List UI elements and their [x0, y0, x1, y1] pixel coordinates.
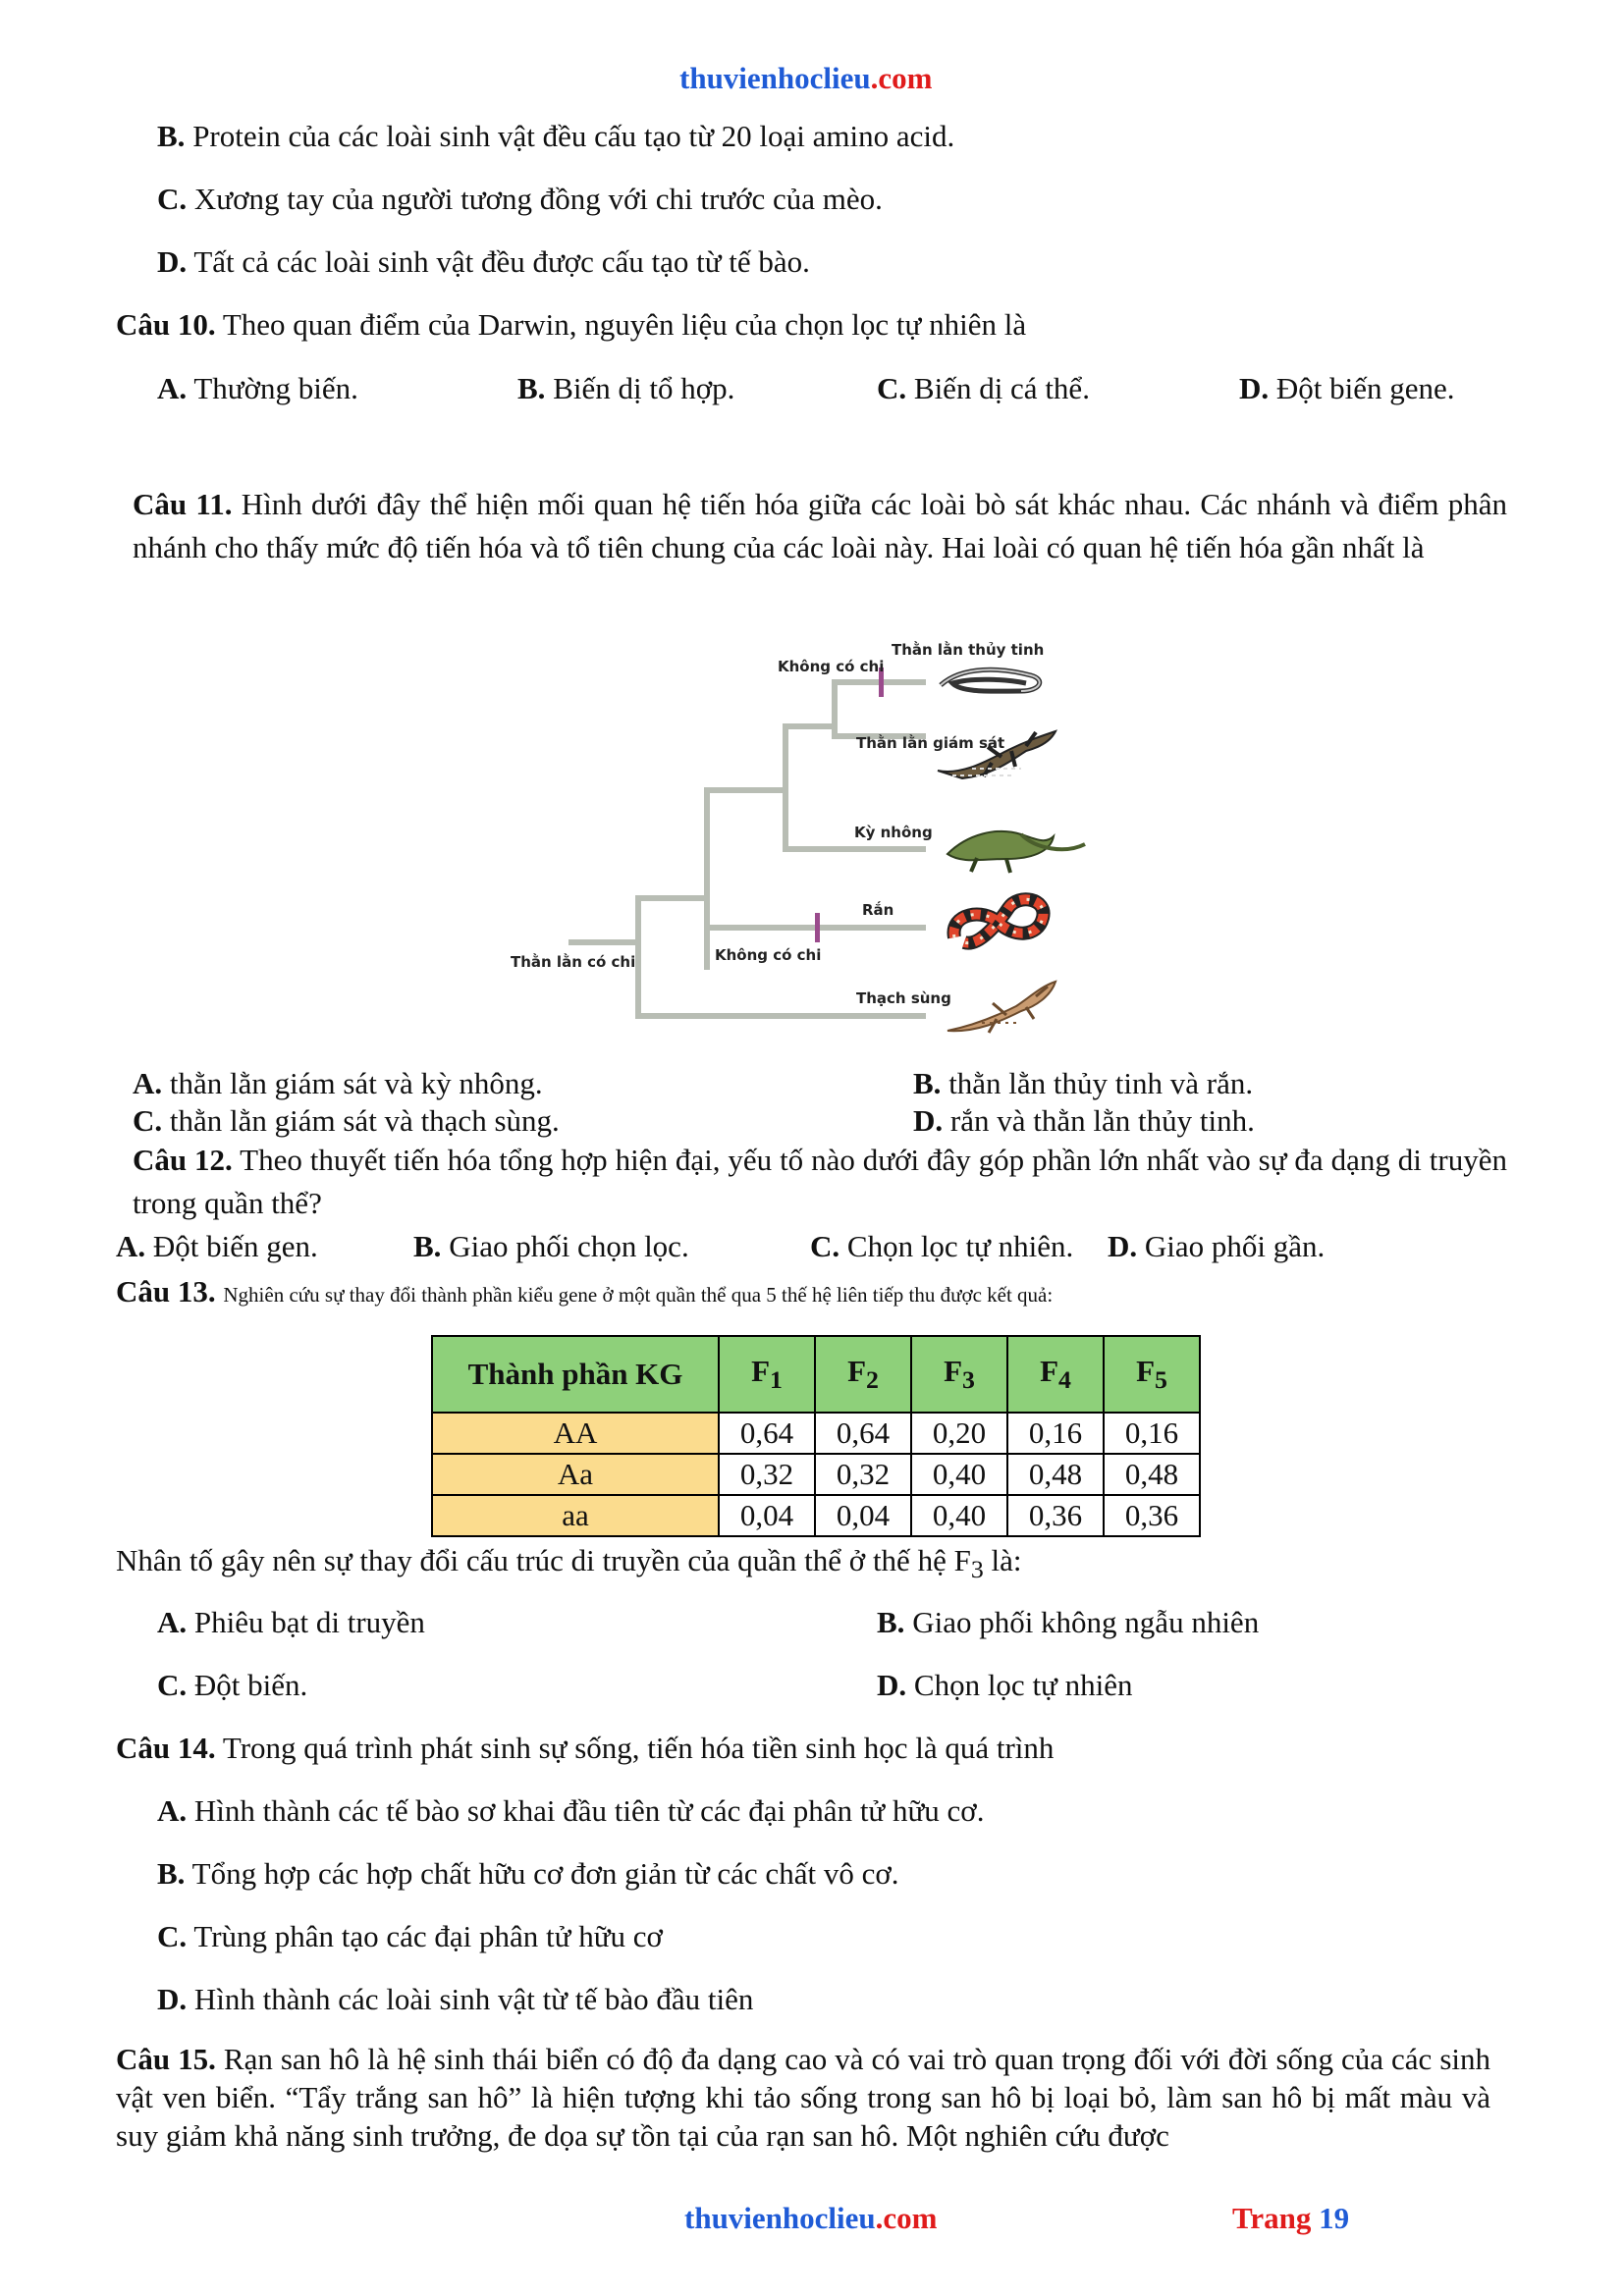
tree-species-gecko: Thạch sùng [856, 989, 951, 1007]
q14-option-a: A. Hình thành các tế bào sơ khai đầu tiên từ các đại phân tử hữu cơ. [157, 1793, 985, 1828]
footer-site-tld: .com [875, 2201, 938, 2235]
q12-option-c: C. Chọn lọc tự nhiên. [810, 1229, 1074, 1263]
q9-option-d: D. Tất cả các loài sinh vật đều được cấu tạo từ tế bào. [157, 244, 810, 279]
q13-option-b: B. Giao phối không ngẫu nhiên [877, 1605, 1260, 1639]
q12-label: Câu 12. [133, 1143, 233, 1177]
page-footer-site[interactable] [684, 2201, 938, 2236]
table-header-genotype: Thành phần KG [432, 1336, 719, 1413]
q14-option-b: B. Tổng hợp các hợp chất hữu cơ đơn giản từ các chất vô cơ. [157, 1856, 899, 1891]
q15-label: Câu 15. [116, 2042, 216, 2076]
q14-option-c: C. Trùng phân tạo các đại phân tử hữu cơ [157, 1919, 663, 1953]
tree-root-label: Thằn lằn có chi [511, 953, 636, 971]
table-cell: AA [432, 1413, 719, 1454]
table-cell: 0,32 [719, 1454, 815, 1495]
q14-label: Câu 14. [116, 1731, 216, 1765]
q12-option-b: B. Giao phối chọn lọc. [413, 1229, 689, 1263]
table-row [432, 1454, 1200, 1495]
table-header-f2: $F_2$ [815, 1336, 911, 1413]
table-header-row [432, 1336, 1200, 1413]
q12-option-d: D. Giao phối gần. [1108, 1229, 1326, 1263]
q13-stem: Câu 13. Nghiên cứu sự thay đổi thành phần kiểu gene ở một quần thể qua 5 thế hệ liên tiếp thu được kết quả: [116, 1274, 1054, 1308]
q11-option-a: A. thằn lằn giám sát và kỳ nhông. [133, 1066, 543, 1100]
snake-icon [954, 899, 1044, 942]
page-number [1232, 2201, 1349, 2236]
gecko-icon [947, 982, 1056, 1033]
q15-stem: Câu 15. Rạn san hô là hệ sinh thái biển có độ đa dạng cao và có vai trò quan trọng đối với đời sống của các sinh vật ven biển. “Tẩy trắng san hô” là hiện tượng khi tảo sống trong san hô bị loại bỏ, làm san hô bị mất màu và suy giảm khả năng sinh trưởng, đe dọa sự tồn tại của rạn san hô. Một nghiên cứu được [116, 2042, 1490, 2153]
q12-stem: Câu 12. Theo thuyết tiến hóa tổng hợp hiện đại, yếu tố nào dưới đây góp phần lớn nhất vào sự đa dạng di truyền trong quần thể? [133, 1143, 1507, 1220]
table-row [432, 1495, 1200, 1536]
table-row [432, 1413, 1200, 1454]
tree-upper-clade [638, 790, 707, 898]
tree-species-monitor-lizard: Thằn lằn giám sát [856, 734, 1005, 752]
q13-option-d: D. Chọn lọc tự nhiên [877, 1668, 1133, 1702]
q13-option-a: A. Phiêu bạt di truyền [157, 1605, 425, 1639]
q10-stem: Câu 10. Theo quan điểm của Darwin, nguyên liệu của chọn lọc tự nhiên là [116, 307, 1027, 342]
q10-option-c: C. Biến dị cá thể. [877, 371, 1090, 405]
tree-species-glass-lizard: Thằn lằn thủy tinh [892, 641, 1045, 659]
table-cell: 0,04 [719, 1495, 815, 1536]
table-header-f1: $F_1$ [719, 1336, 815, 1413]
tree-species-snake: Rắn [862, 901, 894, 919]
page-number-word: Trang [1232, 2201, 1320, 2235]
tree-no-limbs-lower-label: Không có chi [715, 946, 822, 964]
tree-glass-clade [785, 682, 835, 726]
table-cell: 0,16 [1007, 1413, 1104, 1454]
tree-no-limbs-upper-label: Không có chi [778, 658, 885, 675]
tree-species-iguana: Kỳ nhông [854, 824, 933, 841]
q9-option-b: B. Protein của các loài sinh vật đều cấu tạo từ 20 loại amino acid. [157, 119, 955, 153]
table-header-f5: $F_5$ [1104, 1336, 1200, 1413]
q13-label: Câu 13. [116, 1274, 216, 1308]
phylogenetic-tree-figure [491, 628, 1100, 1050]
q13-option-c: C. Đột biến. [157, 1668, 308, 1702]
table-cell: 0,20 [911, 1413, 1007, 1454]
table-cell: 0,64 [719, 1413, 815, 1454]
q14-option-d: D. Hình thành các loài sinh vật từ tế bào đầu tiên [157, 1982, 754, 2016]
table-cell: 0,36 [1007, 1495, 1104, 1536]
table-cell: 0,64 [815, 1413, 911, 1454]
q11-stem: Câu 11. Hình dưới đây thể hiện mối quan hệ tiến hóa giữa các loài bò sát khác nhau. Các nhánh và điểm phân nhánh cho thấy mức độ tiến hóa và tổ tiên chung của các loài này. Hai loài có quan hệ tiến hóa gần nhất là [133, 487, 1508, 564]
q13-question: Nhân tố gây nên sự thay đổi cấu trúc di truyền của quần thể ở thế hệ $F_3$ là: [116, 1543, 1022, 1584]
limbless-marker-lower [815, 913, 820, 942]
q11-option-c: C. thằn lằn giám sát và thạch sùng. [133, 1103, 560, 1138]
q11-option-d: D. rắn và thằn lằn thủy tinh. [913, 1103, 1255, 1138]
page-header[interactable] [679, 61, 933, 96]
page-number-value: 19 [1319, 2201, 1350, 2235]
q10-option-a: A. Thường biến. [157, 371, 358, 405]
q9-option-c: C. Xương tay của người tương đồng với chi trước của mèo. [157, 182, 883, 216]
table-cell: 0,40 [911, 1495, 1007, 1536]
q11-label: Câu 11. [133, 487, 233, 521]
q10-option-b: B. Biến dị tổ hợp. [517, 371, 735, 405]
q14-stem: Câu 14. Trong quá trình phát sinh sự sống, tiến hóa tiền sinh học là quá trình [116, 1731, 1055, 1765]
table-cell: 0,48 [1104, 1454, 1200, 1495]
table-cell: aa [432, 1495, 719, 1536]
q12-option-a: A. Đột biến gen. [116, 1229, 318, 1263]
table-cell: 0,16 [1104, 1413, 1200, 1454]
iguana-icon [947, 831, 1085, 873]
header-site-name: thuvienhoclieu [679, 61, 871, 95]
table-cell: 0,32 [815, 1454, 911, 1495]
table-cell: 0,36 [1104, 1495, 1200, 1536]
footer-site-name: thuvienhoclieu [684, 2201, 876, 2235]
table-header-f3: $F_3$ [911, 1336, 1007, 1413]
header-site-tld: .com [870, 61, 933, 95]
table-cell: 0,48 [1007, 1454, 1104, 1495]
q10-option-d: D. Đột biến gene. [1239, 371, 1455, 405]
glass-lizard-icon [941, 669, 1040, 691]
table-cell: 0,40 [911, 1454, 1007, 1495]
q11-option-b: B. thằn lằn thủy tinh và rắn. [913, 1066, 1254, 1100]
genotype-table [431, 1335, 1201, 1537]
table-cell: 0,04 [815, 1495, 911, 1536]
table-cell: Aa [432, 1454, 719, 1495]
q10-label: Câu 10. [116, 307, 216, 342]
table-header-f4: $F_4$ [1007, 1336, 1104, 1413]
